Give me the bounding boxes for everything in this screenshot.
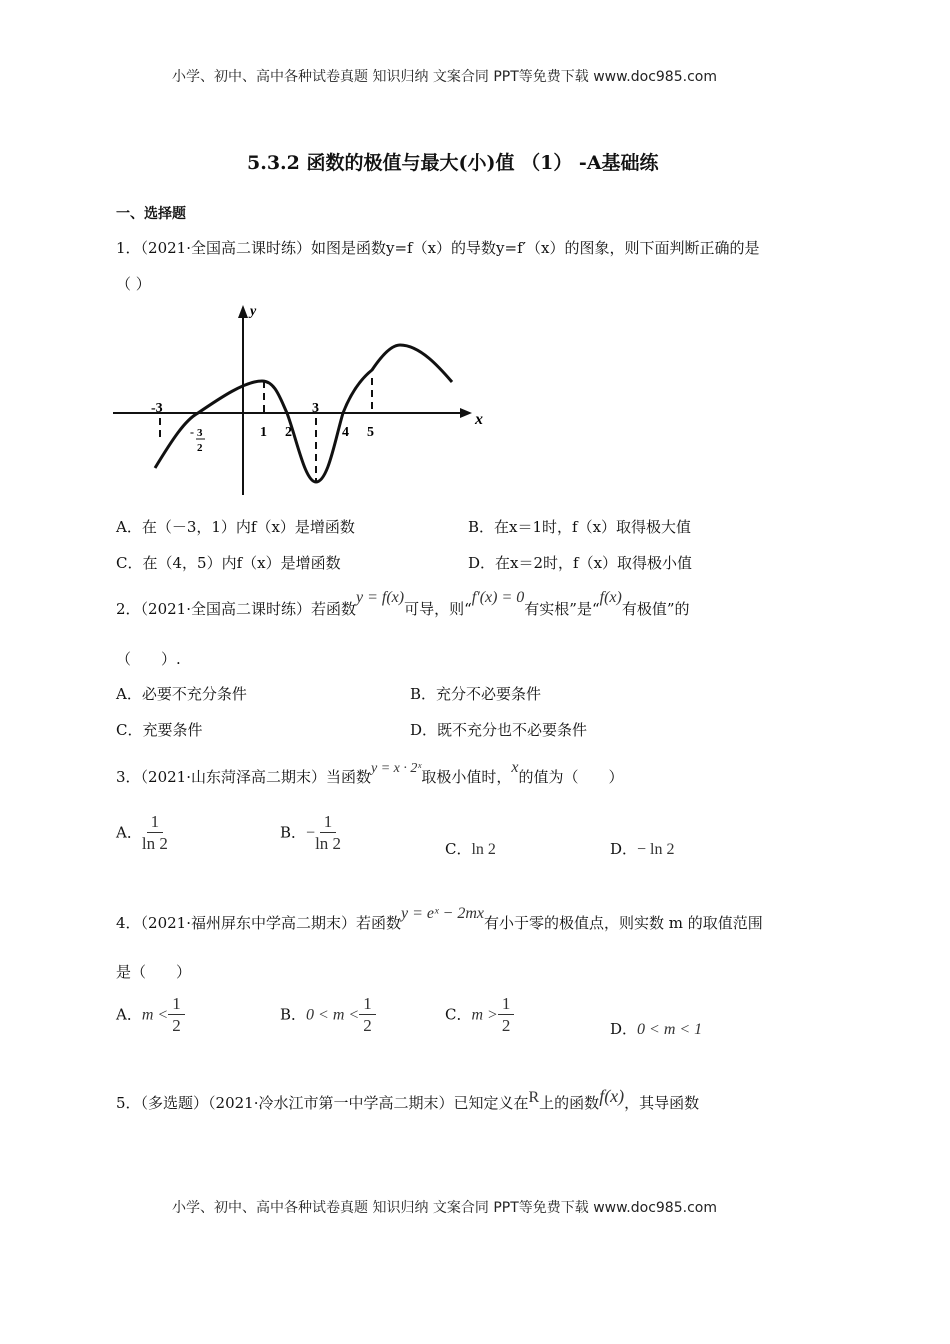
- option-math: 0 < m < 1: [637, 1021, 703, 1038]
- q5-text: ，其导函数: [624, 1094, 700, 1112]
- option-label: C．: [445, 1005, 472, 1024]
- derivative-graph: [100, 295, 500, 505]
- section-heading: 一、选择题: [116, 206, 186, 222]
- question-4-blank: 是（ ）: [116, 963, 192, 981]
- option-label: C．: [445, 840, 472, 858]
- q2-text: 有极值”的: [621, 600, 690, 618]
- fraction-numerator: 1: [147, 812, 164, 833]
- tick-label: 5: [367, 425, 374, 440]
- q4-option-b[interactable]: [280, 994, 376, 1037]
- tick-label-neg-sign: -: [190, 425, 194, 439]
- q1-option-d[interactable]: D．在x＝2时，f（x）取得极小值: [468, 554, 693, 572]
- option-value: − ln 2: [637, 841, 675, 858]
- tick-label: 1: [260, 425, 267, 440]
- q3-option-d[interactable]: [610, 838, 675, 859]
- tick-label: -3: [151, 401, 163, 416]
- fraction-denominator: ln 2: [315, 834, 342, 853]
- option-label: A．: [116, 1005, 142, 1024]
- q2-math-1: y = f(x): [356, 589, 405, 606]
- q2-text: 可导，则“: [404, 600, 472, 618]
- fraction-denominator: 2: [501, 1016, 511, 1035]
- q1-option-a[interactable]: A．在（－3，1）内f（x）是增函数: [116, 518, 355, 536]
- q4-option-a[interactable]: [116, 994, 185, 1037]
- q2-math-3: f(x): [599, 589, 622, 606]
- q1-option-c[interactable]: C．在（4，5）内f（x）是增函数: [116, 554, 341, 572]
- q2-text: 2．（2021·全国高二课时练）若函数: [116, 600, 356, 618]
- question-2-blank: （ ）.: [116, 650, 181, 668]
- q3-option-b[interactable]: [280, 812, 341, 855]
- page-title: 5.3.2 函数的极值与最大(小)值 （1） -A基础练: [247, 152, 659, 174]
- tick-label-frac-num: 3: [197, 427, 203, 439]
- q3-option-a[interactable]: [116, 812, 168, 855]
- q3-text: 取极小值时，: [421, 768, 512, 786]
- q2-text: 有实根”是“: [524, 600, 600, 618]
- option-label: B．: [280, 823, 307, 842]
- y-axis-label: y: [250, 304, 257, 319]
- tick-label: 3: [312, 401, 319, 416]
- fraction-denominator: ln 2: [141, 834, 168, 853]
- q2-option-c[interactable]: C．充要条件: [116, 721, 203, 739]
- question-2-text: [116, 589, 690, 619]
- q3-text: 的值为（ ）: [518, 768, 624, 786]
- option-math: m <: [141, 1006, 169, 1024]
- y-axis-arrow-icon: [238, 305, 248, 318]
- q2-option-a[interactable]: A．必要不充分条件: [116, 685, 247, 703]
- fraction-denominator: 2: [363, 1016, 372, 1035]
- q2-math-2: f′(x) = 0: [471, 589, 525, 606]
- fraction-numerator: 1: [320, 812, 337, 833]
- fraction-numerator: 1: [498, 994, 515, 1015]
- q5-text: 上的函数: [539, 1094, 600, 1112]
- q4-option-c[interactable]: [445, 994, 514, 1037]
- fraction-numerator: 1: [168, 994, 185, 1015]
- q3-math-2: x: [511, 759, 519, 776]
- tick-label: 4: [342, 425, 349, 440]
- page-footer: 小学、初中、高中各种试卷真题 知识归纳 文案合同 PPT等免费下载 www.doc985.com: [172, 1200, 717, 1216]
- fraction-numerator: 1: [359, 994, 376, 1015]
- q3-text: 3．（2021·山东菏泽高二期末）当函数: [116, 768, 371, 786]
- q4-math-1: y = eˣ − 2mx: [401, 905, 484, 922]
- option-math: 0 < m <: [306, 1006, 360, 1024]
- q3-option-c[interactable]: [445, 838, 496, 859]
- q4-text: 4．（2021·福州屏东中学高二期末）若函数: [116, 914, 401, 932]
- q4-text: 有小于零的极值点，则实数 m 的取值范围: [483, 914, 763, 932]
- q5-math-2: f(x): [599, 1086, 625, 1106]
- question-1-blank: （ ）: [116, 275, 151, 293]
- q2-option-d[interactable]: D．既不充分也不必要条件: [410, 721, 588, 739]
- x-axis-arrow-icon: [460, 408, 472, 418]
- option-label: D．: [610, 840, 638, 858]
- question-5-text: [116, 1086, 700, 1113]
- option-label: D．: [610, 1020, 638, 1038]
- option-label: A．: [116, 823, 142, 842]
- q1-option-b[interactable]: B．在x＝1时，f（x）取得极大值: [468, 518, 692, 536]
- q5-math-1: R: [528, 1089, 540, 1106]
- fraction-denominator: 2: [172, 1016, 181, 1035]
- tick-label: 2: [285, 425, 292, 440]
- minus-sign: −: [306, 824, 316, 842]
- x-axis-label: x: [475, 411, 483, 428]
- option-math: m >: [471, 1006, 498, 1024]
- q4-option-d[interactable]: [610, 1018, 702, 1039]
- question-1-text: 1．（2021·全国高二课时练）如图是函数y=f（x）的导数y=f′（x）的图象，则下面判断正确的是: [116, 239, 760, 257]
- q3-math-1: y = x · 2ˣ: [371, 761, 422, 776]
- q2-option-b[interactable]: B．充分不必要条件: [410, 685, 542, 703]
- question-4-text: [116, 905, 763, 933]
- page-header: 小学、初中、高中各种试卷真题 知识归纳 文案合同 PPT等免费下载 www.doc985.com: [172, 69, 717, 85]
- option-value: ln 2: [471, 841, 496, 858]
- option-label: B．: [280, 1005, 307, 1024]
- q5-text: 5．（多选题）（2021·冷水江市第一中学高二期末）已知定义在: [116, 1094, 529, 1112]
- tick-label-frac-den: 2: [197, 442, 203, 454]
- question-3-text: [116, 759, 624, 787]
